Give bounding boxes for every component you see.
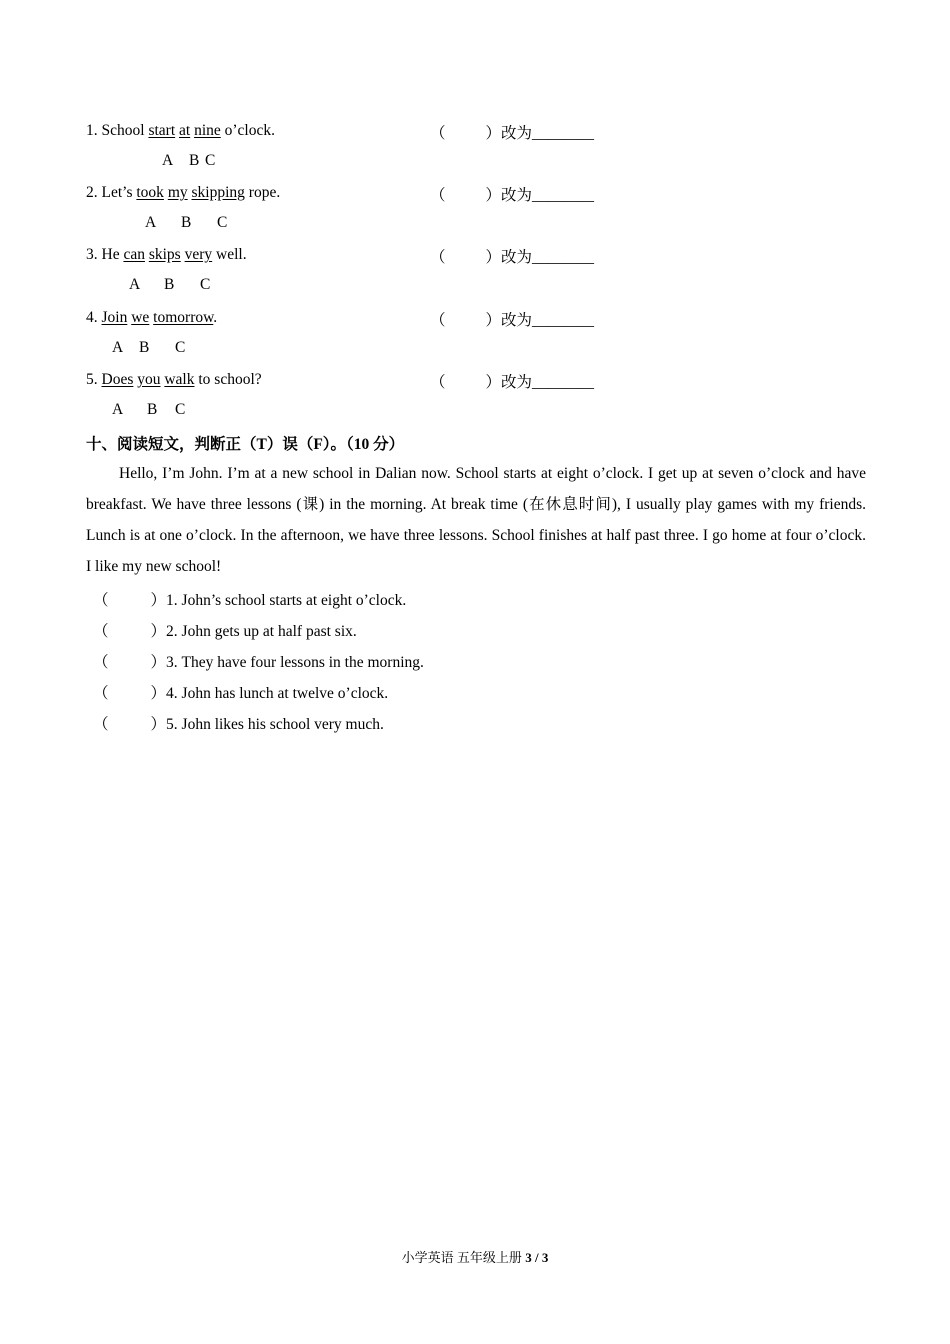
tf-item-2[interactable]: （ ）2. John gets up at half past six. — [93, 623, 357, 640]
error-item-3: 3. He can skips very well. — [86, 246, 247, 263]
error-item-5: 5. Does you walk to school? — [86, 371, 262, 388]
page-total: 3 — [541, 1250, 549, 1265]
answer-blank-3[interactable]: （ ）改为________ — [430, 249, 595, 266]
reading-passage: Hello, I’m John. I’m at a new school in Dalian now. School starts at eight o’clock. I get up at seven o’clock and have breakfast. We have three lessons (课) in the morning. At break time (在休息时间), I usually play games with my friends. Lunch is at one o’clock. In the afternoon, we have three lessons. School finishes at half past three. I go home at four o’clock. I like my new school! — [86, 465, 866, 575]
page-number: 3 — [525, 1250, 532, 1265]
section-heading: 十、阅读短文，判断正（T）误（F）。（10 分） — [86, 436, 405, 453]
answer-blank-5[interactable]: （ ）改为________ — [430, 374, 595, 391]
tf-item-5[interactable]: （ ）5. John likes his school very much. — [93, 716, 384, 733]
error-item-4: 4. Join we tomorrow. — [86, 309, 218, 326]
answer-blank-1[interactable]: （ ）改为________ — [430, 125, 595, 142]
error-item-1: 1. School start at nine o’clock. — [86, 122, 275, 139]
page-footer: 小学英语 五年级上册 3 / 3 — [401, 1250, 549, 1265]
error-item-2: 2. Let’s took my skipping rope. — [86, 184, 281, 201]
tf-item-4[interactable]: （ ）4. John has lunch at twelve o’clock. — [93, 685, 389, 702]
tf-item-1[interactable]: （ ）1. John’s school starts at eight o’clock. — [93, 592, 407, 609]
tf-item-3[interactable]: （ ）3. They have four lessons in the morning. — [93, 654, 424, 671]
answer-blank-4[interactable]: （ ）改为________ — [430, 312, 595, 329]
answer-blank-2[interactable]: （ ）改为________ — [430, 187, 595, 204]
